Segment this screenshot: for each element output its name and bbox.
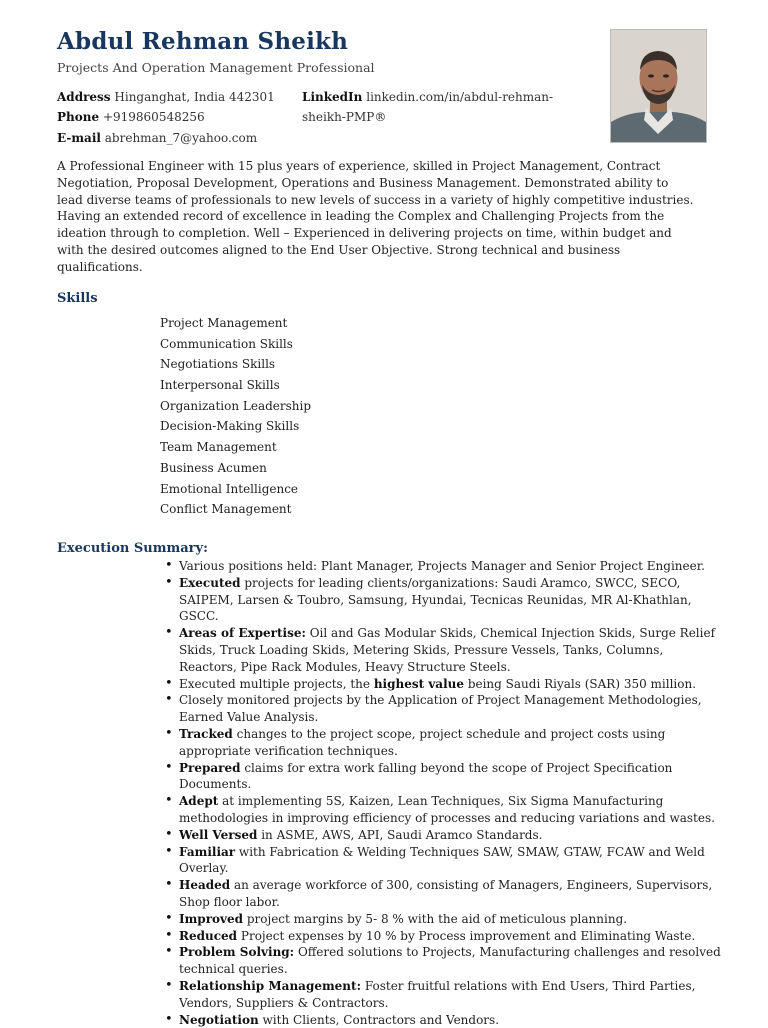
- bullet-text: Offered solutions to Projects, Manufacturing challenges and resolved technical queries.: [179, 945, 721, 977]
- bullet-text: Oil and Gas Modular Skids, Chemical Injection Skids, Surge Relief Skids, Truck Loading Skids, Metering Skids, Pressure Vessels, Tanks, Columns, Reactors, Pipe Rack Modules, Heavy Structure Steels.: [179, 626, 716, 674]
- bullet-text: Project expenses by 10 % by Process improvement and Eliminating Waste.: [237, 928, 696, 943]
- bullet-text: an average workforce of 300, consisting of Managers, Engineers, Supervisors, Shop floor labor.: [179, 878, 713, 909]
- bullet-text: claims for extra work falling beyond the scope of Project Specification Documents.: [179, 760, 673, 792]
- bullet-keyword: Relationship Management:: [179, 978, 361, 993]
- professional-summary: A Professional Engineer with 15 plus years of experience, skilled in Project Management, Contract Negotiation, Proposal Development, Operations and Business Management. Demonstrated ability to lead diverse teams of professionals to new levels of success in a variety of highly competitive industries. Having an extended record of excellence in leading the Complex and Challenging Projects from the ideation through to completion. Well – Experienced in delivering projects on time, within budget and with the desired outcomes aligned to the End User Objective. Strong technical and business qualifications.: [57, 159, 694, 274]
- bullet-text: projects for leading clients/organizations: Saudi Aramco, SWCC, SECO, SAIPEM, Larsen & Toubro, Samsung, Hyundai, Tecnicas Reunidas, MR Al-Khathlan, GSCC.: [179, 575, 692, 624]
- bullet-text: Executed multiple projects, the: [179, 676, 374, 691]
- execution-bullet: [162, 844, 722, 878]
- bullet-keyword: Problem Solving:: [179, 945, 295, 960]
- execution-bullet: [162, 827, 722, 844]
- bullet-text: Closely monitored projects by the Application of Project Management Methodologies, Earned Value Analysis.: [179, 693, 702, 725]
- skill-item: Communication Skills: [160, 336, 293, 351]
- skill-item: Project Management: [160, 316, 288, 330]
- execution-summary-list: [162, 558, 722, 1028]
- execution-bullet: [162, 944, 722, 978]
- execution-bullet: [162, 676, 722, 693]
- execution-bullet: [162, 928, 722, 945]
- candidate-name: Abdul Rehman Sheikh: [57, 28, 349, 55]
- linkedin-link-part2[interactable]: sheikh-PMP®: [302, 110, 387, 124]
- execution-bullet: [162, 1012, 722, 1028]
- skills-heading: Skills: [57, 291, 98, 306]
- bullet-keyword: Improved: [179, 911, 244, 926]
- email-link[interactable]: abrehman_7@yahoo.com: [104, 131, 258, 145]
- bullet-text: project margins by 5- 8 % with the aid of meticulous planning.: [243, 911, 628, 926]
- execution-bullet: [162, 877, 722, 911]
- skill-item: Conflict Management: [160, 502, 292, 517]
- execution-bullet: [162, 575, 722, 625]
- phone-value[interactable]: +919860548256: [102, 110, 205, 124]
- execution-bullet: [162, 978, 722, 1012]
- skill-item: Organization Leadership: [160, 398, 312, 413]
- execution-bullet: [162, 760, 722, 794]
- linkedin-line: [302, 90, 553, 104]
- bullet-keyword: Familiar: [179, 844, 236, 859]
- professional-tagline: Projects And Operation Management Professional: [57, 60, 375, 75]
- skill-item: Emotional Intelligence: [160, 481, 299, 496]
- linkedin-label: LinkedIn: [302, 90, 363, 104]
- bullet-keyword: highest value: [373, 676, 464, 691]
- bullet-text: Various positions held: Plant Manager, Projects Manager and Senior Project Engineer.: [179, 559, 705, 573]
- bullet-keyword: Executed: [179, 575, 241, 590]
- execution-bullet: [162, 625, 722, 675]
- bullet-keyword: Tracked: [179, 726, 233, 741]
- email-line: [57, 131, 257, 145]
- address-label: Address: [57, 90, 111, 104]
- bullet-keyword: Headed: [179, 878, 231, 893]
- execution-bullet: [162, 793, 722, 827]
- execution-bullet: [162, 726, 722, 760]
- skill-item: Business Acumen: [160, 460, 267, 475]
- bullet-keyword: Prepared: [179, 760, 241, 775]
- skill-item: Negotiations Skills: [160, 357, 276, 372]
- execution-bullet: [162, 911, 722, 928]
- bullet-keyword: Adept: [179, 794, 219, 809]
- address-line: [57, 90, 275, 104]
- execution-bullet: [162, 692, 722, 726]
- profile-photo-icon: [611, 30, 706, 142]
- execution-bullet: [162, 558, 722, 575]
- skill-item: Interpersonal Skills: [160, 378, 280, 393]
- bullet-keyword: Areas of Expertise:: [179, 626, 306, 641]
- skill-item: Team Management: [160, 440, 277, 455]
- address-value: Hinganghat, India 442301: [114, 90, 275, 104]
- bullet-text: at implementing 5S, Kaizen, Lean Techniques, Six Sigma Manufacturing methodologies in improving efficiency of processes and reducing variations and wastes.: [179, 794, 715, 825]
- skills-list: [160, 315, 311, 522]
- bullet-keyword: Negotiation: [179, 1012, 259, 1027]
- execution-summary-heading: Execution Summary:: [57, 541, 208, 556]
- bullet-text: with Clients, Contractors and Vendors.: [258, 1012, 500, 1027]
- linkedin-line-2: [302, 110, 386, 124]
- bullet-text: being Saudi Riyals (SAR) 350 million.: [464, 676, 697, 691]
- bullet-keyword: Reduced: [179, 928, 238, 943]
- skill-item: Decision-Making Skills: [160, 419, 300, 434]
- email-label: E-mail: [57, 131, 101, 145]
- phone-label: Phone: [57, 110, 100, 124]
- bullet-text: Foster fruitful relations with End Users, Third Parties, Vendors, Suppliers & Contractors.: [179, 978, 696, 1010]
- phone-line: [57, 110, 205, 124]
- bullet-text: changes to the project scope, project schedule and project costs using appropriate verification techniques.: [179, 726, 666, 758]
- profile-photo: [610, 29, 707, 143]
- bullet-text: in ASME, AWS, API, Saudi Aramco Standards.: [257, 827, 543, 842]
- bullet-keyword: Well Versed: [179, 827, 258, 842]
- linkedin-link-part1[interactable]: linkedin.com/in/abdul-rehman-: [366, 90, 554, 104]
- bullet-text: with Fabrication & Welding Techniques SAW, SMAW, GTAW, FCAW and Weld Overlay.: [179, 844, 705, 876]
